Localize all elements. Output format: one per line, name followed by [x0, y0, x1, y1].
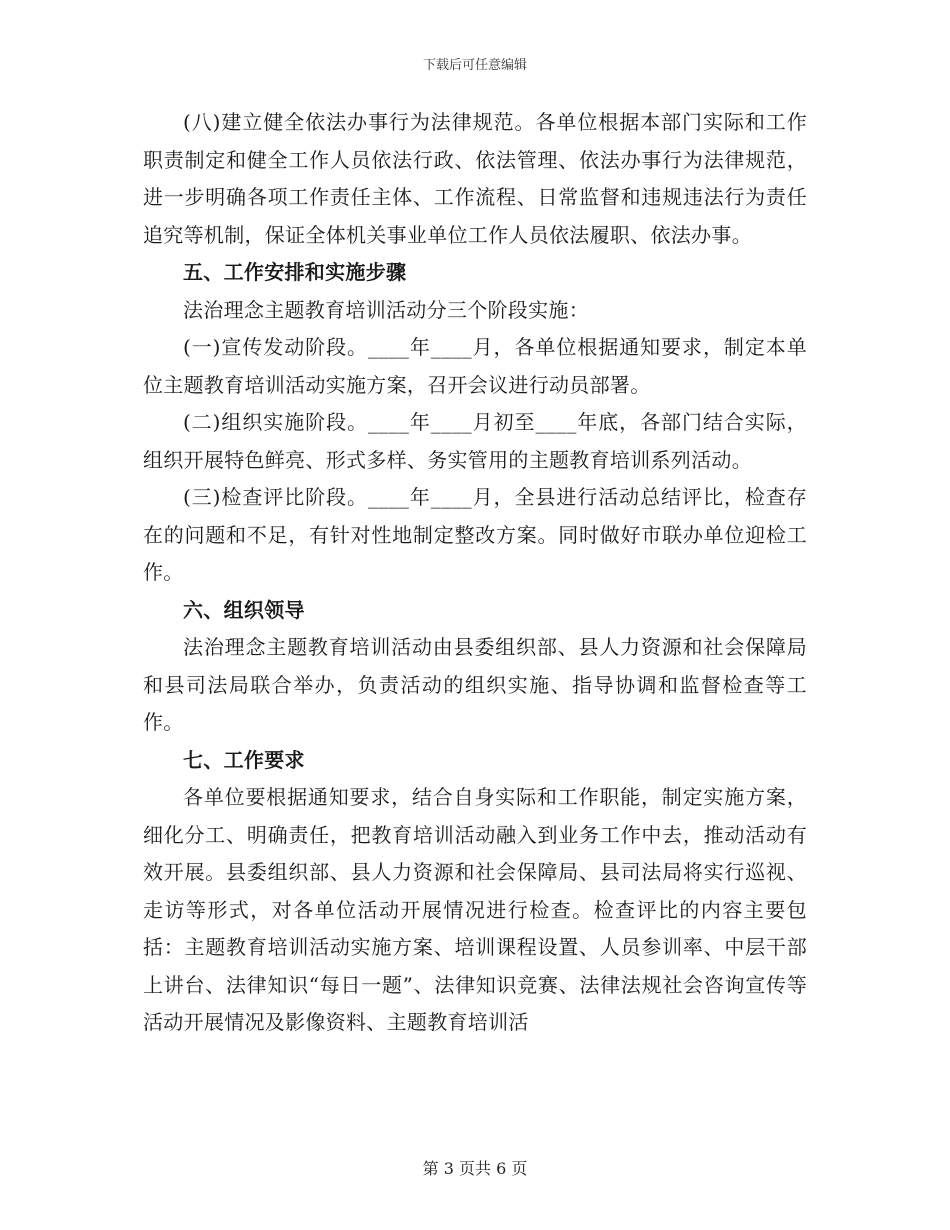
section-heading-6: 六、组织领导: [183, 597, 305, 622]
paragraph-requirements: 各单位要根据通知要求，结合自身实际和工作职能，制定实施方案，细化分工、明确责任，把教育培训活动融入到业务工作中去，推动活动有效开展。县委组织部、县人力资源和社会保障局、县司法局将实行巡视、走访等形式，对各单位活动开展情况进行检查。检查评比的内容主要包括：主题教育培训活动实施方案、培训课程设置、人员参训率、中层干部上讲台、法律知识“每日一题”、法律知识竞赛、法律法规社会咨询宣传等活动开展情况及影像资料、主题教育培训活: [143, 785, 807, 1034]
section-heading-7: 七、工作要求: [183, 747, 305, 772]
page-number: 第 3 页共 6 页: [422, 1159, 528, 1178]
paragraph-legal-norms: (八)建立健全依法办事行为法律规范。各单位根据本部门实际和工作职责制定和健全工作人员依法行政、依法管理、依法办事行为法律规范，进一步明确各项工作责任主体、工作流程、日常监督和违规违法行为责任追究等机制，保证全体机关事业单位工作人员依法履职、依法办事。: [143, 110, 807, 247]
paragraph-stage-2: (二)组织实施阶段。____年____月初至____年底，各部门结合实际，组织开展特色鲜亮、形式多样、务实管用的主题教育培训系列活动。: [143, 410, 807, 472]
paragraph-stage-3: (三)检查评比阶段。____年____月，全县进行活动总结评比，检查存在的问题和不足，有针对性地制定整改方案。同时做好市联办单位迎检工作。: [143, 485, 807, 584]
paragraph-organization: 法治理念主题教育培训活动由县委组织部、县人力资源和社会保障局和县司法局联合举办，负责活动的组织实施、指导协调和监督检查等工作。: [143, 635, 807, 734]
page-header: 下载后可任意编辑: [422, 58, 527, 73]
paragraph-three-stages: 法治理念主题教育培训活动分三个阶段实施：: [183, 297, 589, 322]
paragraph-stage-1: (一)宣传发动阶段。____年____月，各单位根据通知要求，制定本单位主题教育培训活动实施方案，召开会议进行动员部署。: [143, 335, 807, 397]
document-body: [143, 104, 807, 1042]
section-heading-5: 五、工作安排和实施步骤: [183, 260, 407, 284]
